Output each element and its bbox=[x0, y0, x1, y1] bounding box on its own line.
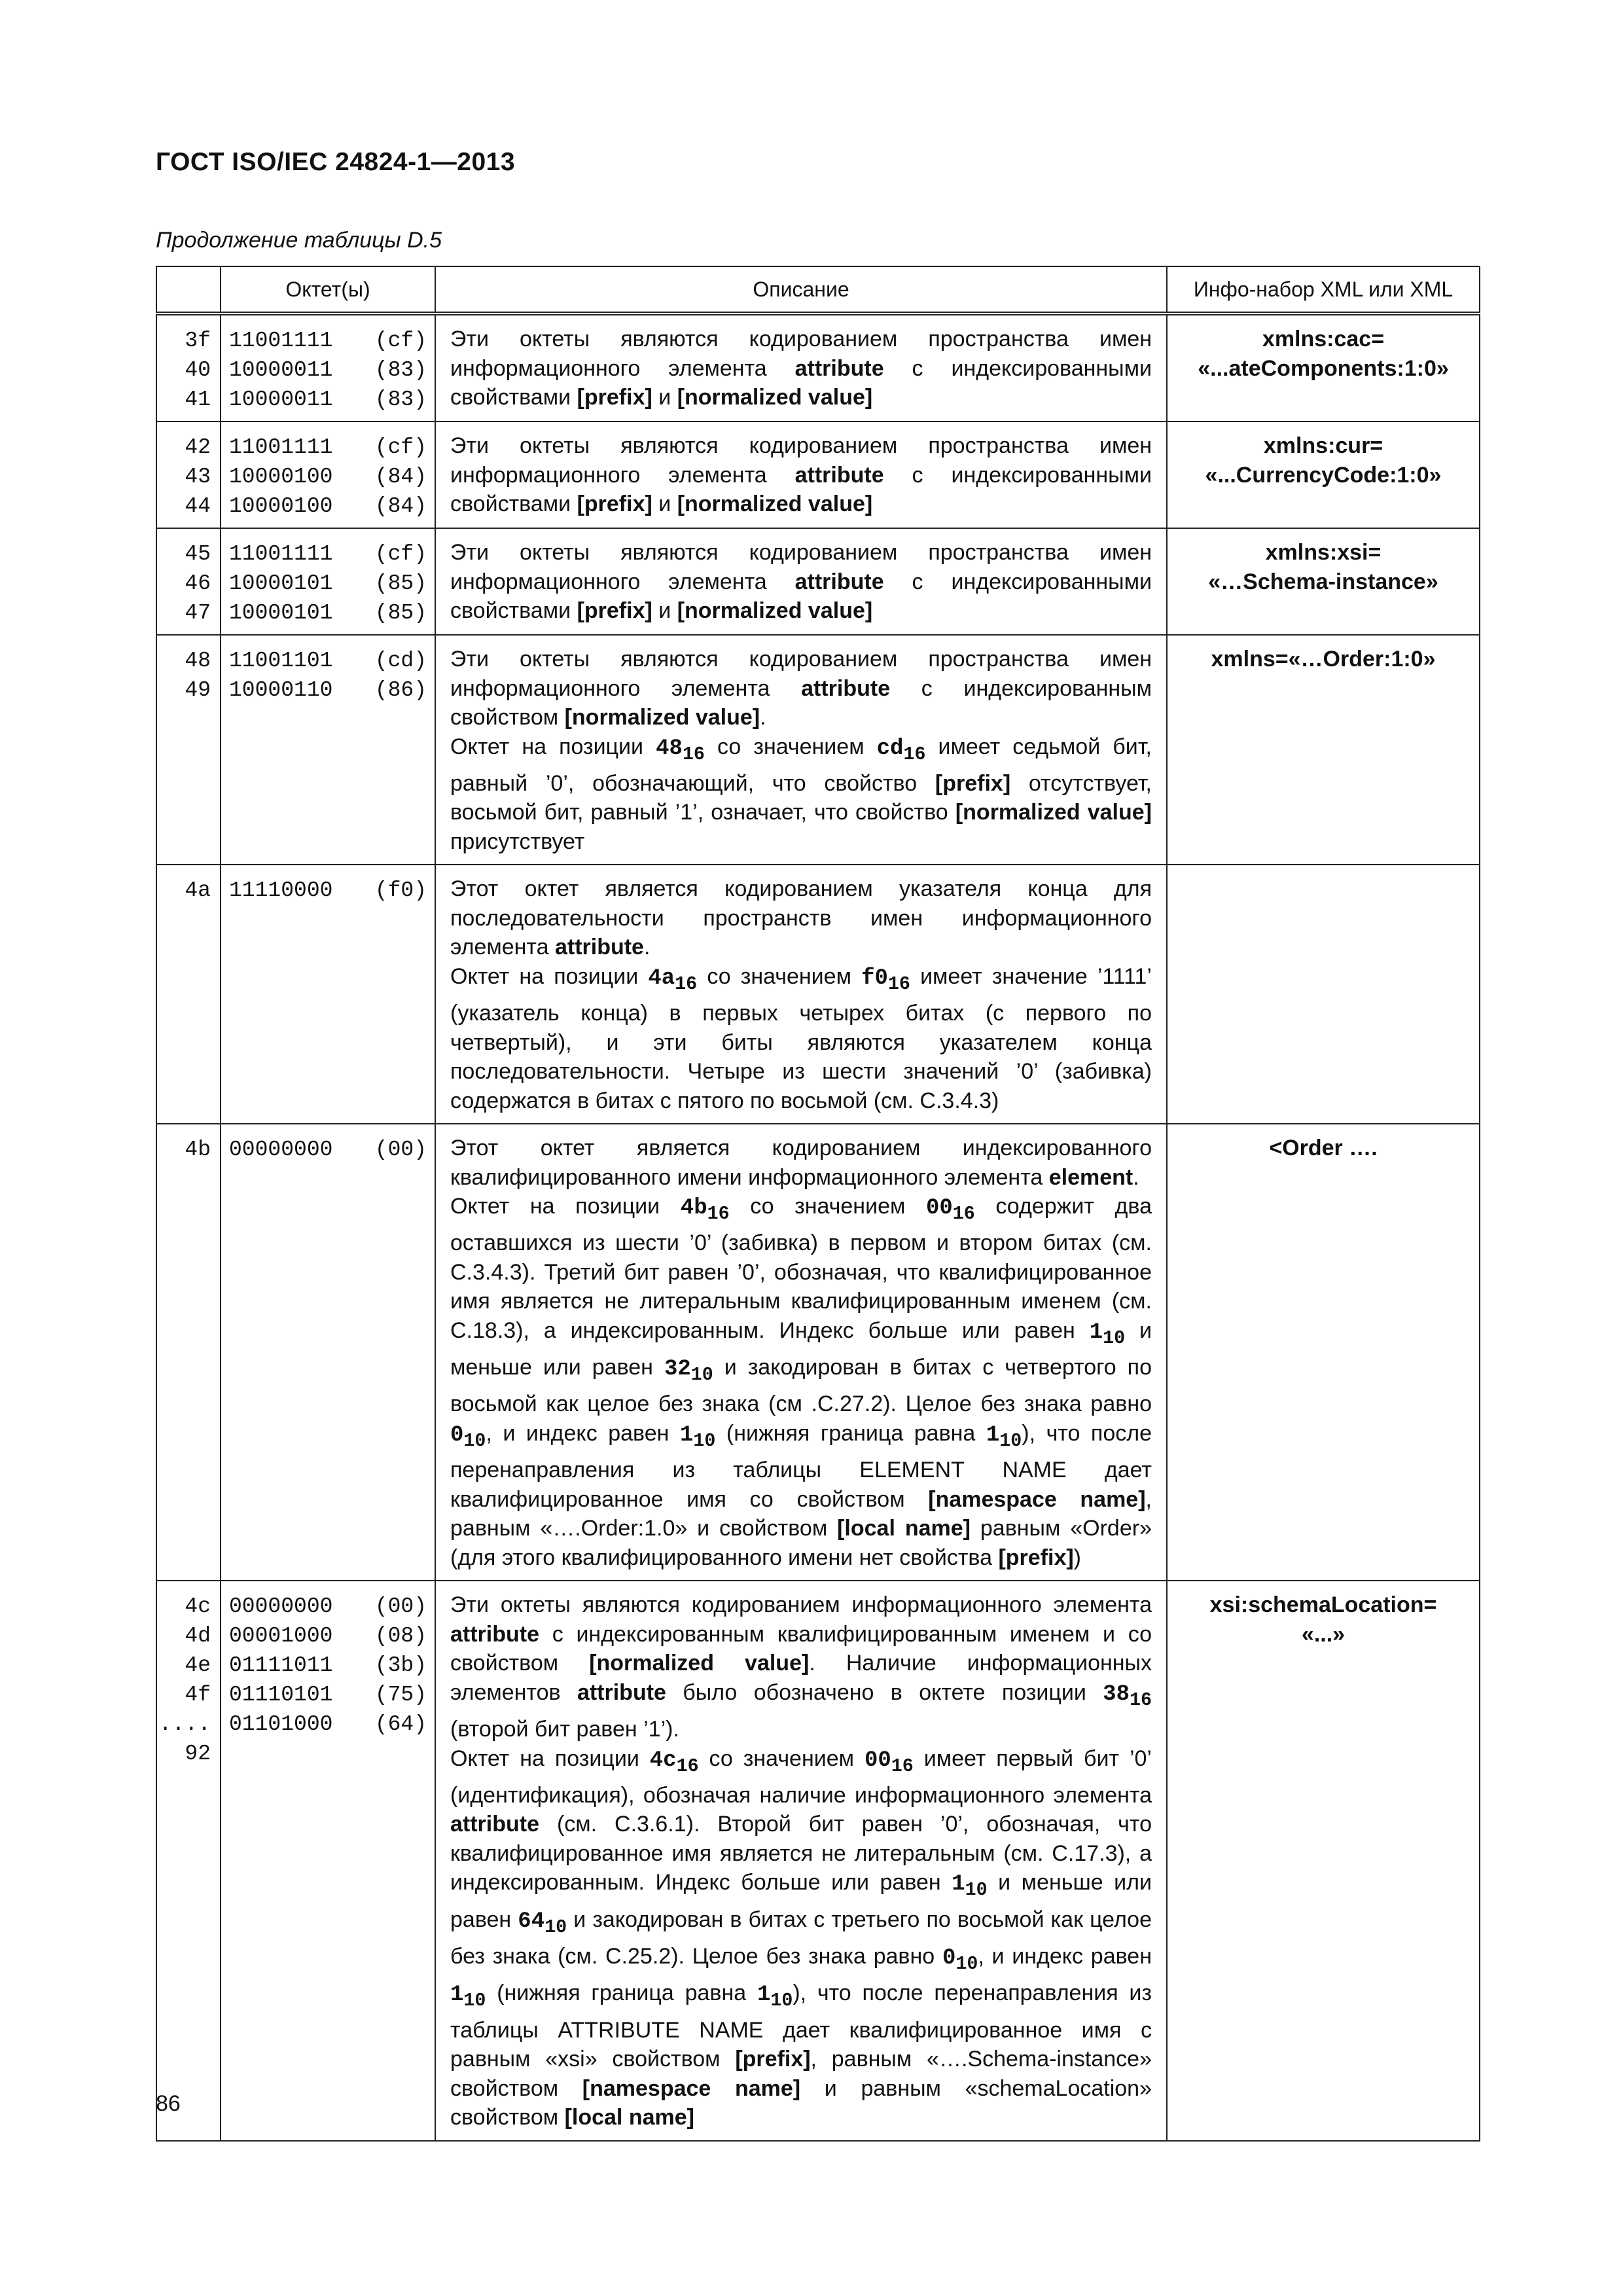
description-text: со значением bbox=[697, 963, 862, 989]
description-text: (нижняя граница равна bbox=[715, 1420, 986, 1446]
description-text: и bbox=[652, 492, 677, 516]
radix-subscript: 10 bbox=[965, 1879, 988, 1901]
code-value: cd bbox=[876, 736, 904, 761]
octet-binary: 01110101 bbox=[229, 1683, 333, 1708]
term-bold: [prefix] bbox=[577, 492, 652, 516]
term-bold: [normalized value] bbox=[589, 1651, 810, 1676]
code-value: 48 bbox=[656, 736, 683, 761]
octet-position-cell bbox=[156, 865, 221, 1124]
description-text: Октет на позиции bbox=[450, 963, 649, 989]
description-text: Октет на позиции bbox=[450, 1194, 681, 1219]
radix-subscript: 10 bbox=[693, 1429, 716, 1452]
octet-binary: 11001111 bbox=[229, 329, 333, 353]
octet-position-cell bbox=[156, 1124, 221, 1581]
xml-cell bbox=[1167, 528, 1480, 635]
xml-fragment: «...» bbox=[1301, 1621, 1346, 1647]
description-text: и bbox=[652, 385, 677, 410]
description-text: имеет первый бит ’0’ (идентификация), обозначая наличие информационного элемента bbox=[450, 1746, 1152, 1808]
octet-bits-cell bbox=[221, 1124, 435, 1581]
octet-bits-cell bbox=[221, 1581, 435, 2140]
code-value: 1 bbox=[952, 1872, 965, 1897]
octet-bits-cell bbox=[221, 635, 435, 865]
octet-hex-value: (00) bbox=[374, 1138, 427, 1162]
description-text: со значением bbox=[698, 1746, 865, 1771]
octet-hex-value: (cf) bbox=[374, 542, 427, 566]
description-cell bbox=[435, 422, 1167, 528]
octet-position-cell bbox=[156, 528, 221, 635]
octet-hex-value: (75) bbox=[374, 1683, 427, 1708]
description-text: (второй бит равен ’1’). bbox=[450, 1717, 679, 1742]
description-text: Эти октеты являются кодированием пространства имен информационного элемента bbox=[450, 433, 1152, 488]
description-text: содержит два оставшихся из шести ’0’ (забивка) в первом и втором битах (см. C.3.4.3). Третий бит равен ’0’, обозначая, что квалифицированное имя является не литеральным квалифицированным именем (см. C.18.3), а индексированным. Индекс больше или равен bbox=[450, 1194, 1152, 1343]
xml-fragment: «...CurrencyCode:1:0» bbox=[1205, 462, 1442, 488]
octet-bits-line bbox=[229, 569, 427, 598]
table-row bbox=[156, 422, 1480, 528]
octet-bits-line bbox=[229, 326, 427, 355]
term-bold: attribute bbox=[577, 1679, 666, 1705]
description-text: с индексированным свойством bbox=[450, 675, 1152, 730]
code-value: 1 bbox=[986, 1422, 1000, 1448]
octet-bits-line bbox=[229, 1135, 427, 1164]
code-value: 4b bbox=[680, 1196, 707, 1221]
octet-hex-value: (86) bbox=[374, 678, 427, 702]
description-text: ), что после перенаправления из таблицы ELEMENT NAME дает квалифицированное имя со свойством bbox=[450, 1420, 1152, 1512]
octet-binary: 01101000 bbox=[229, 1712, 333, 1737]
term-bold: attribute bbox=[450, 1621, 539, 1647]
xml-cell bbox=[1167, 1581, 1480, 2140]
xml-cell bbox=[1167, 865, 1480, 1124]
term-bold: [prefix] bbox=[735, 2047, 811, 2072]
description-text: имеет значение ’1111’ (указатель конца) в первых четырех битах (с первого по четвертый), и эти биты являются указателем конца последовательности. Четыре из шести значений ’0’ (забивка) содержатся в битах с пятого по восьмой (см. C.3.4.3) bbox=[450, 963, 1152, 1113]
octet-position: 40 bbox=[185, 358, 211, 382]
octet-binary: 00000000 bbox=[229, 1138, 333, 1162]
table-row bbox=[156, 1124, 1480, 1581]
description-text: было обозначено в октете позиции bbox=[666, 1679, 1103, 1705]
octet-hex-value: (83) bbox=[374, 387, 427, 412]
octet-bits-line bbox=[229, 1592, 427, 1621]
octet-position-cell bbox=[156, 1581, 221, 2140]
description-text: с индексированным квалифицированным именем и со свойством bbox=[450, 1621, 1152, 1676]
octet-position: 44 bbox=[185, 494, 211, 518]
code-value: 1 bbox=[450, 1982, 464, 2008]
octet-binary: 10000101 bbox=[229, 601, 333, 625]
term-bold: [prefix] bbox=[577, 385, 652, 410]
octet-binary: 10000101 bbox=[229, 571, 333, 596]
octet-position: 4b bbox=[185, 1138, 211, 1162]
description-cell bbox=[435, 1581, 1167, 2140]
description-text: Октет на позиции bbox=[450, 734, 656, 759]
code-value: 00 bbox=[864, 1748, 891, 1773]
octet-bits-line bbox=[229, 646, 427, 675]
description-text: . bbox=[643, 935, 651, 960]
description-text: , и индекс равен bbox=[978, 1943, 1152, 1969]
octet-binary: 10000100 bbox=[229, 494, 333, 518]
octet-hex-value: (84) bbox=[374, 494, 427, 518]
description-text: Этот октет является кодированием индексированного квалифицированного имени информационного элемента bbox=[450, 1136, 1152, 1190]
term-bold: [local name] bbox=[837, 1516, 971, 1541]
radix-subscript: 16 bbox=[676, 1755, 699, 1777]
octet-hex-value: (3b) bbox=[374, 1653, 427, 1678]
xml-fragment: xmlns:cur= bbox=[1263, 433, 1383, 458]
table-row bbox=[156, 1581, 1480, 2140]
radix-subscript: 10 bbox=[463, 1429, 486, 1452]
description-text: Эти октеты являются кодированием пространства имен информационного элемента bbox=[450, 540, 1152, 594]
term-bold: [prefix] bbox=[577, 598, 652, 623]
description-text: и закодирован в битах с четвертого по восьмой как целое без знака (см .C.27.2). Целое без знака равно bbox=[450, 1355, 1152, 1417]
octet-hex-value: (64) bbox=[374, 1712, 427, 1737]
octet-position: 92 bbox=[185, 1742, 211, 1767]
code-value: 32 bbox=[664, 1357, 691, 1382]
radix-subscript: 10 bbox=[770, 1990, 793, 2012]
octet-binary: 10000100 bbox=[229, 465, 333, 489]
octet-position: 4a bbox=[185, 878, 211, 903]
octet-bits-cell bbox=[221, 314, 435, 422]
term-bold: element bbox=[1048, 1164, 1133, 1190]
radix-subscript: 10 bbox=[544, 1916, 567, 1938]
octet-binary: 11110000 bbox=[229, 878, 333, 903]
octet-hex-value: (83) bbox=[374, 358, 427, 382]
xml-fragment: xsi:schemaLocation= bbox=[1209, 1592, 1437, 1618]
octet-bits-line bbox=[229, 462, 427, 492]
header-description: Описание bbox=[435, 266, 1167, 314]
table-header-row bbox=[156, 266, 1480, 314]
document-header: ГОСТ ISO/IEC 24824-1—2013 bbox=[156, 148, 516, 176]
term-bold: [namespace name] bbox=[582, 2075, 801, 2101]
description-text: . Наличие информационных элементов bbox=[450, 1651, 1152, 1705]
radix-subscript: 16 bbox=[903, 743, 926, 765]
description-text: ) bbox=[1073, 1545, 1081, 1570]
octet-binary: 01111011 bbox=[229, 1653, 333, 1678]
description-text: отсутствует, восьмой бит, равный ’1’, означает, что свойство bbox=[450, 770, 1152, 825]
description-cell bbox=[435, 528, 1167, 635]
octet-position: 46 bbox=[185, 571, 211, 596]
code-value: 00 bbox=[925, 1196, 953, 1221]
radix-subscript: 10 bbox=[955, 1952, 978, 1975]
term-bold: [normalized value] bbox=[677, 492, 873, 516]
description-text: Эти октеты являются кодированием информационного элемента bbox=[450, 1592, 1152, 1618]
description-text: ), что после перенаправления из таблицы ATTRIBUTE NAME дает квалифицированное имя с равным «xsi» свойством bbox=[450, 1981, 1152, 2072]
octet-bits-line bbox=[229, 539, 427, 569]
description-text: , и индекс равен bbox=[486, 1420, 680, 1446]
octet-position: 47 bbox=[185, 601, 211, 625]
xml-cell bbox=[1167, 422, 1480, 528]
header-xml: Инфо-набор XML или XML bbox=[1167, 266, 1480, 314]
description-text: с индексированными свойствами bbox=[450, 569, 1152, 623]
octet-hex-value: (00) bbox=[374, 1594, 427, 1619]
description-text: (см. C.3.6.1). Второй бит равен ’0’, обозначая, что квалифицированное имя является не литеральным (см. C.17.3), а индексированным. Индекс больше или равен bbox=[450, 1812, 1152, 1895]
description-text: (нижняя граница равна bbox=[486, 1981, 757, 2006]
code-value: 0 bbox=[942, 1945, 956, 1971]
radix-subscript: 16 bbox=[891, 1755, 914, 1777]
description-text: со значением bbox=[704, 734, 877, 759]
xml-fragment: xmlns=«…Order:1:0» bbox=[1211, 647, 1436, 672]
description-text: имеет седьмой бит, равный ’0’, обозначающий, что свойство bbox=[450, 734, 1152, 796]
octet-binary: 10000011 bbox=[229, 358, 333, 382]
octet-position-cell bbox=[156, 314, 221, 422]
octet-hex-value: (f0) bbox=[374, 878, 427, 903]
xml-fragment: «...ateComponents:1:0» bbox=[1198, 355, 1449, 381]
description-text: со значением bbox=[729, 1194, 926, 1219]
term-bold: [normalized value] bbox=[677, 385, 873, 410]
octet-position: 4f bbox=[185, 1683, 211, 1708]
octet-hex-value: (cf) bbox=[374, 329, 427, 353]
octet-bits-line bbox=[229, 1680, 427, 1710]
description-cell bbox=[435, 865, 1167, 1124]
octet-position: 48 bbox=[185, 649, 211, 673]
description-text: Этот октет является кодированием указателя конца для последовательности пространств имен информационного элемента bbox=[450, 876, 1152, 960]
octet-bits-line bbox=[229, 876, 427, 905]
code-value: 1 bbox=[1089, 1319, 1103, 1345]
description-text: и закодирован в битах с третьего по восьмой как целое без знака (см. C.25.2). Целое без знака равно bbox=[450, 1907, 1152, 1969]
octet-hex-value: (85) bbox=[374, 601, 427, 625]
description-text: равным «Order» (для этого квалифицированного имени нет свойства bbox=[450, 1516, 1152, 1570]
octet-bits-line bbox=[229, 355, 427, 385]
octet-position: 4e bbox=[185, 1653, 211, 1678]
octet-position: 4c bbox=[185, 1594, 211, 1619]
term-bold: [normalized value] bbox=[564, 705, 760, 730]
table-row bbox=[156, 865, 1480, 1124]
octet-bits-line bbox=[229, 1710, 427, 1739]
octet-position: 49 bbox=[185, 678, 211, 702]
octet-position: 3f bbox=[185, 329, 211, 353]
description-text: и равным «schemaLocation» свойством bbox=[450, 2075, 1152, 2130]
term-bold: [prefix] bbox=[935, 770, 1011, 796]
description-text: и меньше или равен bbox=[450, 1318, 1152, 1380]
description-text: Эти октеты являются кодированием пространства имен информационного элемента bbox=[450, 647, 1152, 701]
radix-subscript: 16 bbox=[952, 1202, 975, 1225]
octet-position-cell bbox=[156, 635, 221, 865]
octet-bits-line bbox=[229, 1651, 427, 1680]
term-bold: attribute bbox=[450, 1812, 539, 1837]
description-text: и меньше или равен bbox=[450, 1870, 1152, 1932]
table-row bbox=[156, 314, 1480, 422]
description-text: Эти октеты являются кодированием пространства имен информационного элемента bbox=[450, 327, 1152, 381]
description-text: . bbox=[760, 705, 766, 730]
term-bold: [normalized value] bbox=[677, 598, 873, 623]
description-cell bbox=[435, 635, 1167, 865]
page-number: 86 bbox=[156, 2091, 181, 2116]
octet-position: 45 bbox=[185, 542, 211, 566]
term-bold: attribute bbox=[554, 935, 644, 960]
description-text: с индексированными свойствами bbox=[450, 355, 1152, 410]
code-value: 1 bbox=[679, 1422, 694, 1448]
term-bold: [prefix] bbox=[998, 1545, 1074, 1570]
octet-bits-line bbox=[229, 385, 427, 414]
term-bold: attribute bbox=[794, 355, 884, 381]
header-octets: Октет(ы) bbox=[221, 266, 435, 314]
octet-hex-value: (85) bbox=[374, 571, 427, 596]
xml-fragment: xmlns:cac= bbox=[1262, 327, 1385, 351]
description-text: , равным «….Schema-instance» свойством bbox=[450, 2047, 1152, 2101]
octet-bits-cell bbox=[221, 528, 435, 635]
octet-hex-value: (08) bbox=[374, 1624, 427, 1649]
octet-binary: 10000110 bbox=[229, 678, 333, 702]
term-bold: attribute bbox=[801, 675, 891, 701]
header-index bbox=[156, 266, 221, 314]
octet-hex-value: (cf) bbox=[374, 435, 427, 459]
octet-binary: 00000000 bbox=[229, 1594, 333, 1619]
radix-subscript: 16 bbox=[1129, 1689, 1152, 1711]
description-text: с индексированными свойствами bbox=[450, 462, 1152, 516]
description-text: присутствует bbox=[450, 829, 585, 854]
code-value: 4a bbox=[648, 965, 675, 991]
xml-fragment: xmlns:xsi= bbox=[1265, 540, 1382, 565]
description-text: , равным «….Order:1.0» и свойством bbox=[450, 1486, 1152, 1541]
octet-bits-cell bbox=[221, 422, 435, 528]
description-cell bbox=[435, 1124, 1167, 1581]
radix-subscript: 10 bbox=[463, 1990, 486, 2012]
table-row bbox=[156, 635, 1480, 865]
xml-cell bbox=[1167, 1124, 1480, 1581]
radix-subscript: 10 bbox=[690, 1363, 713, 1386]
radix-subscript: 10 bbox=[999, 1429, 1022, 1452]
description-text: . bbox=[1133, 1164, 1139, 1190]
octet-position: 41 bbox=[185, 387, 211, 412]
table-caption: Продолжение таблицы D.5 bbox=[156, 228, 442, 253]
xml-cell bbox=[1167, 314, 1480, 422]
octet-position-cell bbox=[156, 422, 221, 528]
term-bold: [local name] bbox=[564, 2105, 694, 2130]
code-value: 38 bbox=[1103, 1681, 1130, 1707]
code-value: 0 bbox=[450, 1422, 464, 1448]
table-row bbox=[156, 528, 1480, 635]
octet-bits-line bbox=[229, 598, 427, 628]
octet-binary: 00001000 bbox=[229, 1624, 333, 1649]
octet-binary: 10000011 bbox=[229, 387, 333, 412]
code-value: 4c bbox=[649, 1748, 677, 1773]
code-value: f0 bbox=[861, 965, 888, 991]
radix-subscript: 16 bbox=[675, 973, 698, 995]
octet-position: 42 bbox=[185, 435, 211, 459]
xml-fragment: <Order …. bbox=[1269, 1136, 1378, 1161]
radix-subscript: 16 bbox=[682, 743, 705, 765]
octet-binary: 11001101 bbox=[229, 649, 333, 673]
xml-fragment: «…Schema-instance» bbox=[1208, 569, 1438, 594]
octet-position: 43 bbox=[185, 465, 211, 489]
term-bold: [normalized value] bbox=[955, 800, 1152, 825]
radix-subscript: 10 bbox=[1103, 1327, 1126, 1349]
xml-cell bbox=[1167, 635, 1480, 865]
octet-bits-line bbox=[229, 433, 427, 462]
description-text: Октет на позиции bbox=[450, 1746, 650, 1771]
octet-hex-value: (cd) bbox=[374, 649, 427, 673]
octet-position: .... bbox=[158, 1712, 211, 1737]
radix-subscript: 16 bbox=[887, 973, 910, 995]
octet-bits-line bbox=[229, 1621, 427, 1651]
code-value: 1 bbox=[757, 1982, 771, 2008]
term-bold: attribute bbox=[794, 569, 884, 594]
octet-binary: 11001111 bbox=[229, 542, 333, 566]
octet-table bbox=[156, 266, 1480, 2142]
term-bold: [namespace name] bbox=[928, 1486, 1146, 1512]
term-bold: attribute bbox=[794, 462, 884, 488]
octet-bits-line bbox=[229, 492, 427, 521]
table-body bbox=[156, 314, 1480, 2141]
octet-bits-line bbox=[229, 675, 427, 705]
description-text: и bbox=[652, 598, 677, 623]
description-cell bbox=[435, 314, 1167, 422]
octet-hex-value: (84) bbox=[374, 465, 427, 489]
octet-position: 4d bbox=[185, 1624, 211, 1649]
octet-binary: 11001111 bbox=[229, 435, 333, 459]
code-value: 64 bbox=[518, 1909, 545, 1934]
octet-bits-cell bbox=[221, 865, 435, 1124]
radix-subscript: 16 bbox=[707, 1202, 730, 1225]
